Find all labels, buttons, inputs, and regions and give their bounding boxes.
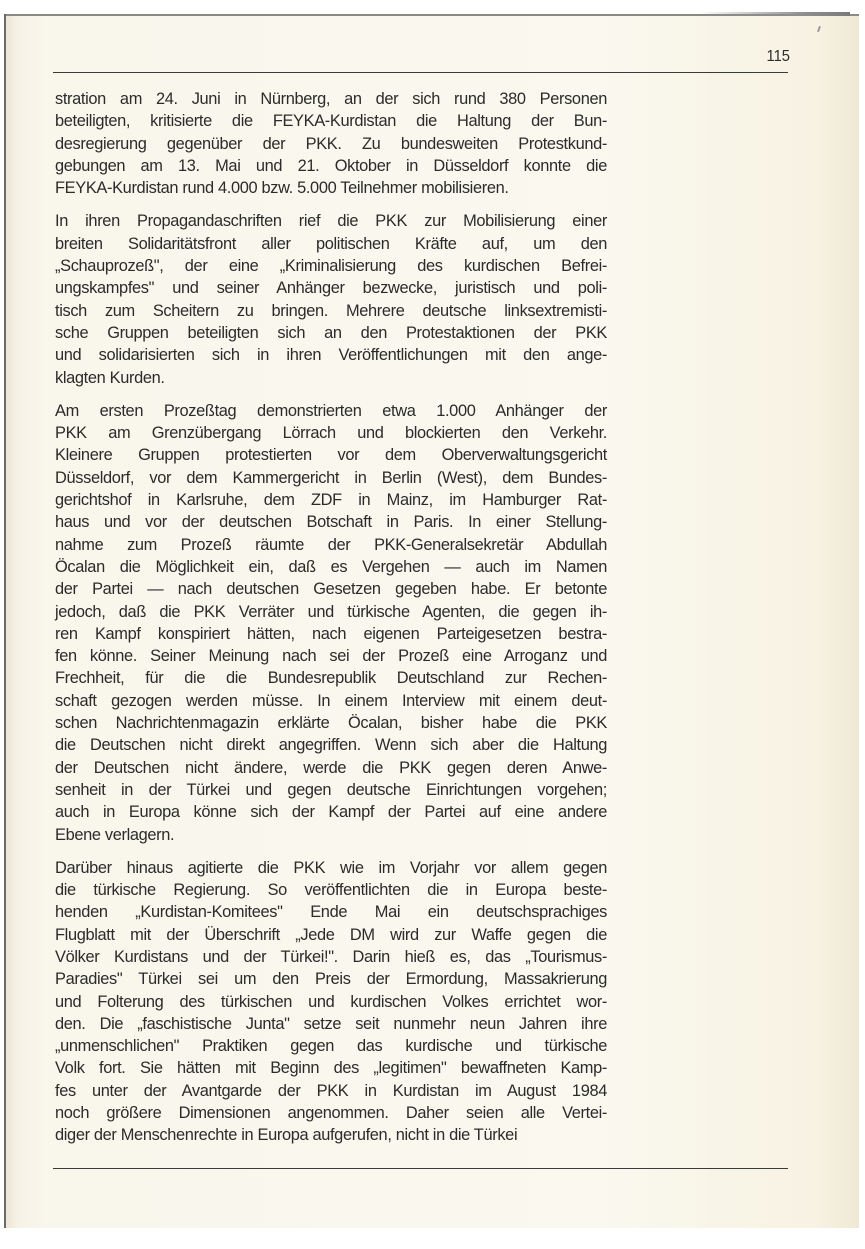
text-line: fen könne. Seiner Meinung nach sei der Prozeß eine Arroganz und — [55, 647, 607, 666]
text-line: auch in Europa könne sich der Kampf der Partei auf eine andere — [55, 803, 607, 822]
text-line: henden „Kurdistan-Komitees" Ende Mai ein deutschsprachiges — [55, 903, 607, 922]
text-line: und solidarisierten sich in ihren Veröffentlichungen mit den ange- — [55, 346, 607, 365]
text-line: schaft gezogen werden müsse. In einem Interview mit einem deut- — [55, 691, 607, 710]
text-line: Kleinere Gruppen protestierten vor dem Oberverwaltungsgericht — [55, 446, 607, 465]
paragraph-2 — [55, 210, 607, 388]
body-text — [55, 88, 607, 1158]
text-line: den. Die „faschistische Junta" setze seit nunmehr neun Jahren ihre — [55, 1014, 607, 1033]
text-line: desregierung gegenüber der PKK. Zu bundesweiten Protestkund- — [55, 134, 607, 153]
text-line: Paradies" Türkei sei um den Preis der Ermordung, Massakrierung — [55, 970, 607, 989]
page-number: 115 — [766, 48, 790, 65]
text-line: beteiligten, kritisierte die FEYKA-Kurdistan die Haltung der Bun- — [55, 112, 607, 131]
text-line: gebungen am 13. Mai und 21. Oktober in Düsseldorf konnte die — [55, 156, 607, 175]
text-line: tisch zum Scheitern zu bringen. Mehrere deutsche linksextremisti- — [55, 301, 607, 320]
text-line: „Schauprozeß", der eine „Kriminalisierung des kurdischen Befrei- — [55, 257, 607, 276]
text-line: nahme zum Prozeß räumte der PKK-Generalsekretär Abdullah — [55, 535, 607, 554]
text-line: und Folterung des türkischen und kurdischen Volkes errichtet wor- — [55, 992, 607, 1011]
paragraph-3 — [55, 400, 607, 846]
text-line: haus und vor der deutschen Botschaft in Paris. In einer Stellung- — [55, 513, 607, 532]
text-line: ungskampfes" und seiner Anhänger bezwecke, juristisch und poli- — [55, 279, 607, 298]
paragraph-1 — [55, 88, 607, 199]
text-line: senheit in der Türkei und gegen deutsche Einrichtungen vorgehen; — [55, 780, 607, 799]
text-line: ren Kampf konspiriert hätten, nach eigenen Parteigesetzen bestra- — [55, 624, 607, 643]
text-line: stration am 24. Juni in Nürnberg, an der sich rund 380 Personen — [55, 90, 607, 108]
text-line: Flugblatt mit der Überschrift „Jede DM wird zur Waffe gegen die — [55, 925, 607, 944]
text-line: noch größere Dimensionen angenommen. Daher seien alle Vertei- — [55, 1104, 607, 1123]
text-line: FEYKA-Kurdistan rund 4.000 bzw. 5.000 Teilnehmer mobilisieren. — [55, 179, 509, 198]
text-line: „unmenschlichen" Praktiken gegen das kurdische und türkische — [55, 1037, 607, 1056]
text-line: Darüber hinaus agitierte die PKK wie im Vorjahr vor allem gegen — [55, 858, 607, 877]
text-line: der Partei — nach deutschen Gesetzen gegeben habe. Er betonte — [55, 580, 607, 599]
text-line: schen Nachrichtenmagazin erklärte Öcalan, bisher habe die PKK — [55, 714, 607, 733]
text-line: sche Gruppen beteiligten sich an den Protestaktionen der PKK — [55, 323, 607, 342]
text-line: Am ersten Prozeßtag demonstrierten etwa 1.000 Anhänger der — [55, 401, 607, 420]
text-line: In ihren Propagandaschriften rief die PKK zur Mobilisierung einer — [55, 212, 607, 231]
text-line: Ebene verlagern. — [55, 825, 175, 844]
paragraph-4 — [55, 857, 607, 1147]
text-line: Völker Kurdistans und der Türkei!". Darin hieß es, das „Tourismus- — [55, 947, 607, 966]
text-line: der Deutschen nicht ändere, werde die PKK gegen deren Anwe- — [55, 758, 607, 777]
footer-rule — [53, 1168, 788, 1169]
text-line: Öcalan die Möglichkeit ein, daß es Vergehen — auch im Namen — [55, 557, 607, 576]
text-line: diger der Menschenrechte in Europa aufgerufen, nicht in die Türkei — [55, 1126, 518, 1145]
text-line: die türkische Regierung. So veröffentlichten die in Europa beste- — [55, 881, 607, 900]
text-line: gerichtshof in Karlsruhe, dem ZDF in Mainz, im Hamburger Rat- — [55, 491, 607, 510]
text-line: PKK am Grenzübergang Lörrach und blockierten den Verkehr. — [55, 424, 607, 443]
header-rule — [53, 72, 788, 73]
text-line: jedoch, daß die PKK Verräter und türkische Agenten, die gegen ih- — [55, 602, 607, 621]
text-line: Frechheit, für die die Bundesrepublik Deutschland zur Rechen- — [55, 669, 607, 688]
text-line: fes unter der Avantgarde der PKK in Kurdistan im August 1984 — [55, 1081, 607, 1100]
text-line: breiten Solidaritätsfront aller politischen Kräfte auf, um den — [55, 234, 607, 253]
text-line: klagten Kurden. — [55, 368, 165, 387]
text-line: Volk fort. Sie hätten mit Beginn des „legitimen" bewaffneten Kamp- — [55, 1059, 607, 1078]
text-line: Düsseldorf, vor dem Kammergericht in Berlin (West), dem Bundes- — [55, 468, 607, 487]
text-line: die Deutschen nicht direkt angegriffen. Wenn sich aber die Haltung — [55, 736, 607, 755]
page-edge-shadow — [700, 12, 850, 16]
